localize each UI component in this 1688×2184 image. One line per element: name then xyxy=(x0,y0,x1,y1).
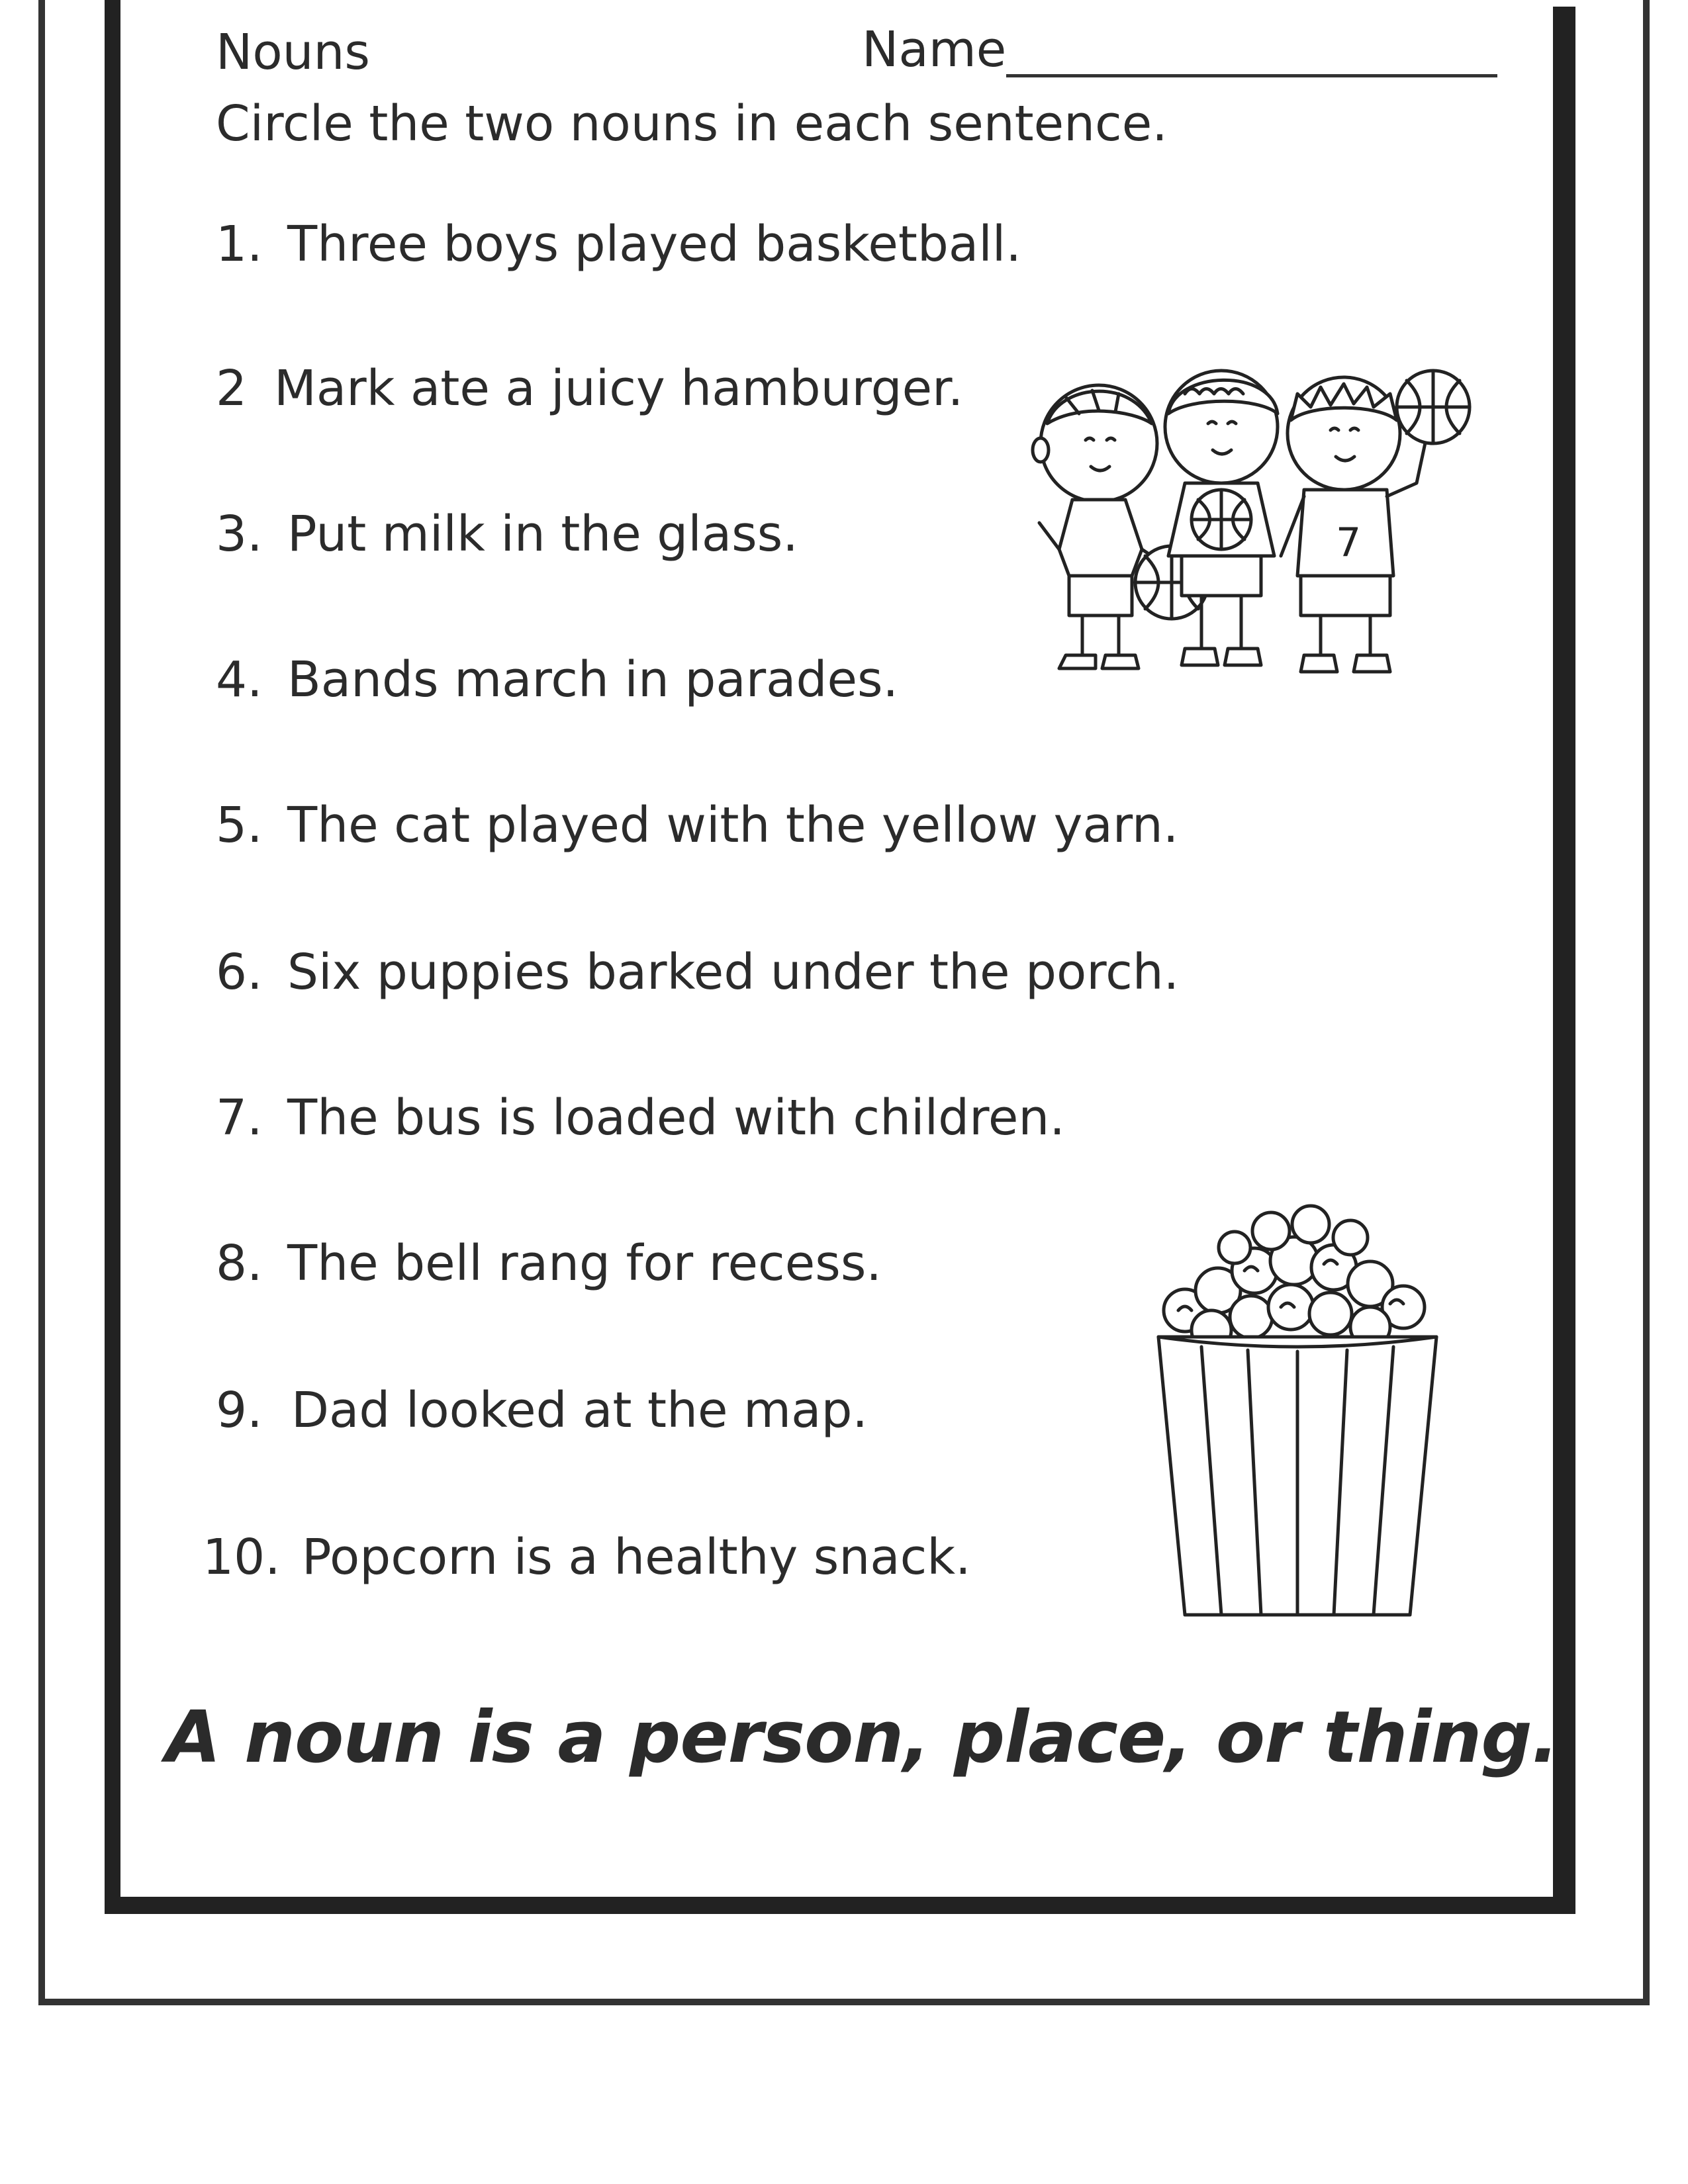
question-text[interactable]: Bands march in parades. xyxy=(287,651,899,708)
question-text[interactable]: Dad looked at the map. xyxy=(291,1382,868,1439)
question-text[interactable]: The bell rang for recess. xyxy=(287,1235,882,1292)
question-3 xyxy=(216,506,798,563)
jersey-number: 7 xyxy=(1336,520,1362,566)
question-6 xyxy=(216,944,1180,1001)
name-blank-line[interactable] xyxy=(1006,74,1497,77)
question-number: 3. xyxy=(216,506,263,563)
question-number: 6. xyxy=(216,944,263,1001)
question-8 xyxy=(216,1235,882,1292)
question-text[interactable]: Six puppies barked under the porch. xyxy=(287,944,1180,1001)
question-text[interactable]: Popcorn is a healthy snack. xyxy=(302,1529,971,1586)
inner-border-left xyxy=(105,0,120,1913)
question-10 xyxy=(203,1529,971,1586)
inner-border-bottom xyxy=(105,1897,1575,1914)
question-number: 10. xyxy=(203,1529,281,1586)
noun-definition: A noun is a person, place, or thing. xyxy=(165,1696,1558,1779)
question-number: 7. xyxy=(216,1089,263,1146)
question-number: 5. xyxy=(216,797,263,854)
question-text[interactable]: The bus is loaded with children. xyxy=(287,1089,1065,1146)
question-number: 9. xyxy=(216,1382,263,1439)
popcorn-box-icon xyxy=(1139,1191,1456,1621)
question-text[interactable]: The cat played with the yellow yarn. xyxy=(287,797,1179,854)
question-number: 1. xyxy=(216,216,263,273)
outer-border-right xyxy=(1643,0,1650,2005)
inner-border-right xyxy=(1553,7,1575,1913)
instructions: Circle the two nouns in each sentence. xyxy=(216,95,1168,152)
question-1 xyxy=(216,216,1021,273)
question-2 xyxy=(216,360,964,417)
question-text[interactable]: Mark ate a juicy hamburger. xyxy=(274,360,964,417)
question-number: 4. xyxy=(216,651,263,708)
question-text[interactable]: Three boys played basketball. xyxy=(287,216,1021,273)
outer-border-left xyxy=(38,0,45,2005)
question-4 xyxy=(216,651,899,708)
question-9 xyxy=(216,1382,868,1439)
question-number: 2 xyxy=(216,360,248,417)
basketball-boys-icon xyxy=(1019,357,1483,688)
question-number: 8. xyxy=(216,1235,263,1292)
question-5 xyxy=(216,797,1179,854)
question-text[interactable]: Put milk in the glass. xyxy=(287,506,798,563)
question-7 xyxy=(216,1089,1065,1146)
worksheet-title: Nouns xyxy=(216,24,370,81)
name-label: Name xyxy=(862,21,1007,78)
outer-border-bottom xyxy=(38,1999,1650,2005)
